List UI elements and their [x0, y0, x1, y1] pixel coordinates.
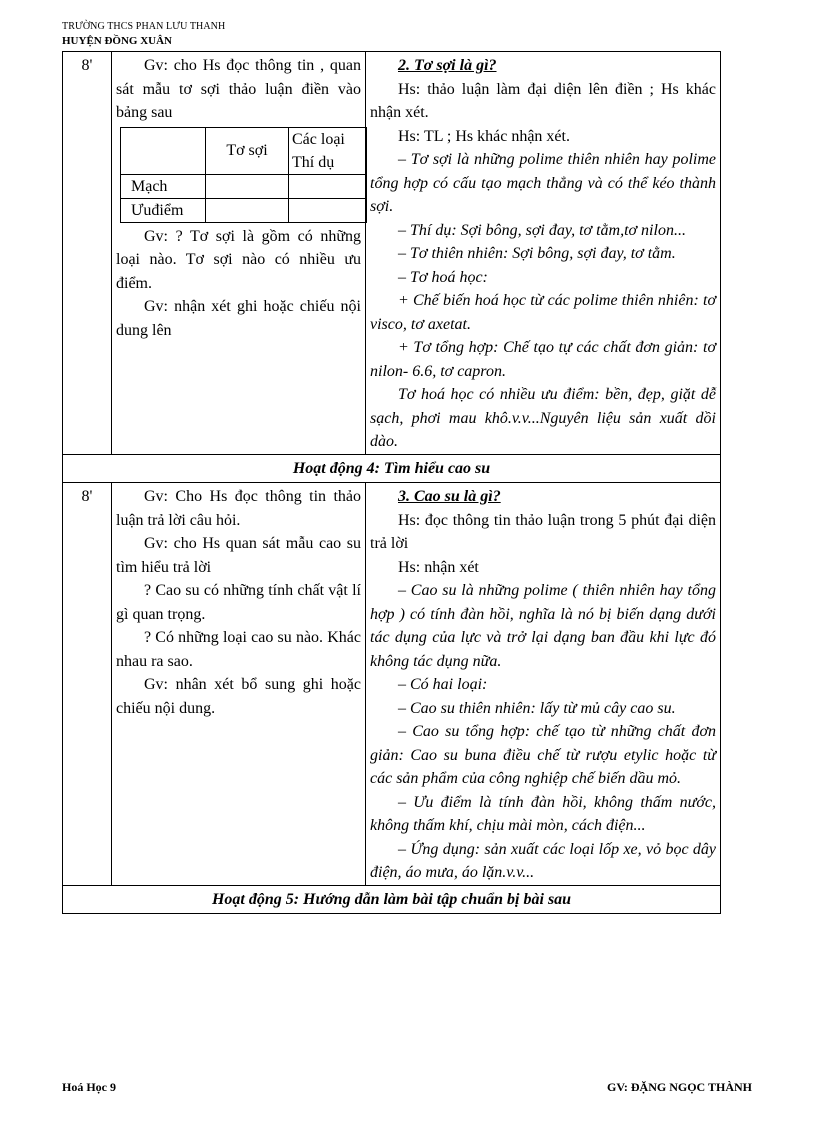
inner-cell [289, 174, 367, 198]
time-cell: 8' [63, 52, 112, 455]
content-line: – Tơ thiên nhiên: Sợi bông, sợi đay, tơ tằm. [398, 245, 676, 262]
content-line: + Chế biến hoá học từ các polime thiên nhiên: tơ visco, tơ axetat. [370, 292, 716, 333]
fiber-classification-table [120, 127, 367, 223]
content-line: – Tơ sợi là những polime thiên nhiên hay polime tổng hợp có cấu tạo mạch thẳng và có thể kéo thành sợi. [370, 151, 716, 215]
lesson-table [62, 51, 721, 914]
teacher-activity-cell [112, 483, 366, 886]
student-response: Hs: TL ; Hs khác nhận xét. [398, 127, 570, 145]
teacher-question: ? Có những loại cao su nào. Khác nhau ra sao. [116, 629, 361, 670]
student-response: Hs: thảo luận làm đại diện lên điền ; Hs khác nhận xét. [370, 80, 716, 121]
district-name: HUYỆN ĐỒNG XUÂN [62, 35, 172, 47]
student-response: Hs: nhận xét [398, 558, 479, 576]
section-heading: Hoạt động 5: Hướng dẫn làm bài tập chuẩn bị bài sau [63, 885, 721, 914]
content-line: – Cao su thiên nhiên: lấy từ mủ cây cao su. [398, 699, 676, 717]
content-line: + Tơ tổng hợp: Chế tạo tự các chất đơn giản: tơ nilon- 6.6, tơ capron. [370, 339, 716, 380]
content-line: – Cao su tổng hợp: chế tạo từ những chất đơn giản: Cao su buna điều chế từ rượu etylic hoặc từ các sản phẩm của công nghiệp chế biến dầu mỏ. [370, 723, 716, 787]
inner-header-fiber: Tơ sợi [206, 127, 289, 174]
section-heading: Hoạt động 4: Tìm hiểu cao su [63, 454, 721, 483]
section-row-4 [63, 454, 721, 483]
row-fibers [63, 52, 721, 455]
inner-label-structure: Mạch [121, 174, 206, 198]
time-cell: 8' [63, 483, 112, 886]
teacher-instruction: Gv: Cho Hs đọc thông tin thảo luận trả lời câu hỏi. [116, 488, 361, 529]
footer-teacher: GV: ĐẶNG NGỌC THÀNH [606, 1080, 752, 1094]
inner-row-structure [121, 174, 367, 198]
inner-row-advantages [121, 198, 367, 222]
content-line: – Ưu điểm là tính đàn hồi, không thấm nước, không thấm khí, chịu mài mòn, cách điện... [370, 793, 716, 834]
content-line: Tơ hoá học có nhiều ưu điểm: bền, đẹp, giặt dễ sạch, phơi mau khô.v.v...Nguyên liệu sản xuất dồi dào. [370, 386, 716, 450]
inner-header-empty [121, 127, 206, 174]
school-name: TRƯỜNG THCS PHAN LƯU THANH [62, 21, 226, 32]
row-rubber [63, 483, 721, 886]
inner-label-advantages: Ưuđiểm [121, 198, 206, 222]
inner-cell [289, 198, 367, 222]
inner-cell [206, 198, 289, 222]
section-title: 2. Tơ sợi là gì? [398, 57, 497, 74]
student-response: Hs: đọc thông tin thảo luận trong 5 phút đại diện trả lời [370, 511, 716, 552]
teacher-instruction: Gv: nhân xét bổ sung ghi hoặc chiếu nội dung. [116, 676, 361, 717]
content-line: – Tơ hoá học: [398, 268, 488, 286]
student-activity-cell [366, 52, 721, 455]
student-activity-cell [366, 483, 721, 886]
inner-cell [206, 174, 289, 198]
content-line: – Có hai loại: [398, 676, 488, 693]
teacher-instruction: Gv: cho Hs đọc thông tin , quan sát mẫu tơ sợi thảo luận điền vào bảng sau [116, 57, 361, 121]
content-line: – Ứng dụng: sản xuất các loại lốp xe, vỏ bọc dây điện, áo mưa, áo lặn.v.v... [370, 840, 716, 881]
content-line: – Cao su là những polime ( thiên nhiên hay tổng hợp ) có tính đàn hồi, nghĩa là nó bị biến dạng dưới tác dụng của lực và trở lại dạng ban đầu khi lực đó không tác dụng nữa. [370, 582, 716, 670]
teacher-question: Gv: ? Tơ sợi là gồm có những loại nào. Tơ sợi nào có nhiều ưu điểm. [116, 227, 361, 292]
teacher-instruction: Gv: cho Hs quan sát mẫu cao su tìm hiểu trả lời [116, 535, 361, 576]
teacher-activity-cell [112, 52, 366, 455]
footer-subject: Hoá Học 9 [62, 1080, 116, 1094]
inner-header-row [121, 127, 367, 174]
section-row-5 [63, 885, 721, 914]
teacher-instruction: Gv: nhận xét ghi hoặc chiếu nội dung lên [116, 298, 361, 339]
inner-header-types: Các loại Thí dụ [289, 127, 367, 174]
section-title: 3. Cao su là gì? [398, 488, 501, 505]
teacher-question: ? Cao su có những tính chất vật lí gì quan trọng. [116, 582, 361, 623]
content-line: – Thí dụ: Sợi bông, sợi đay, tơ tằm,tơ nilon... [398, 221, 686, 239]
